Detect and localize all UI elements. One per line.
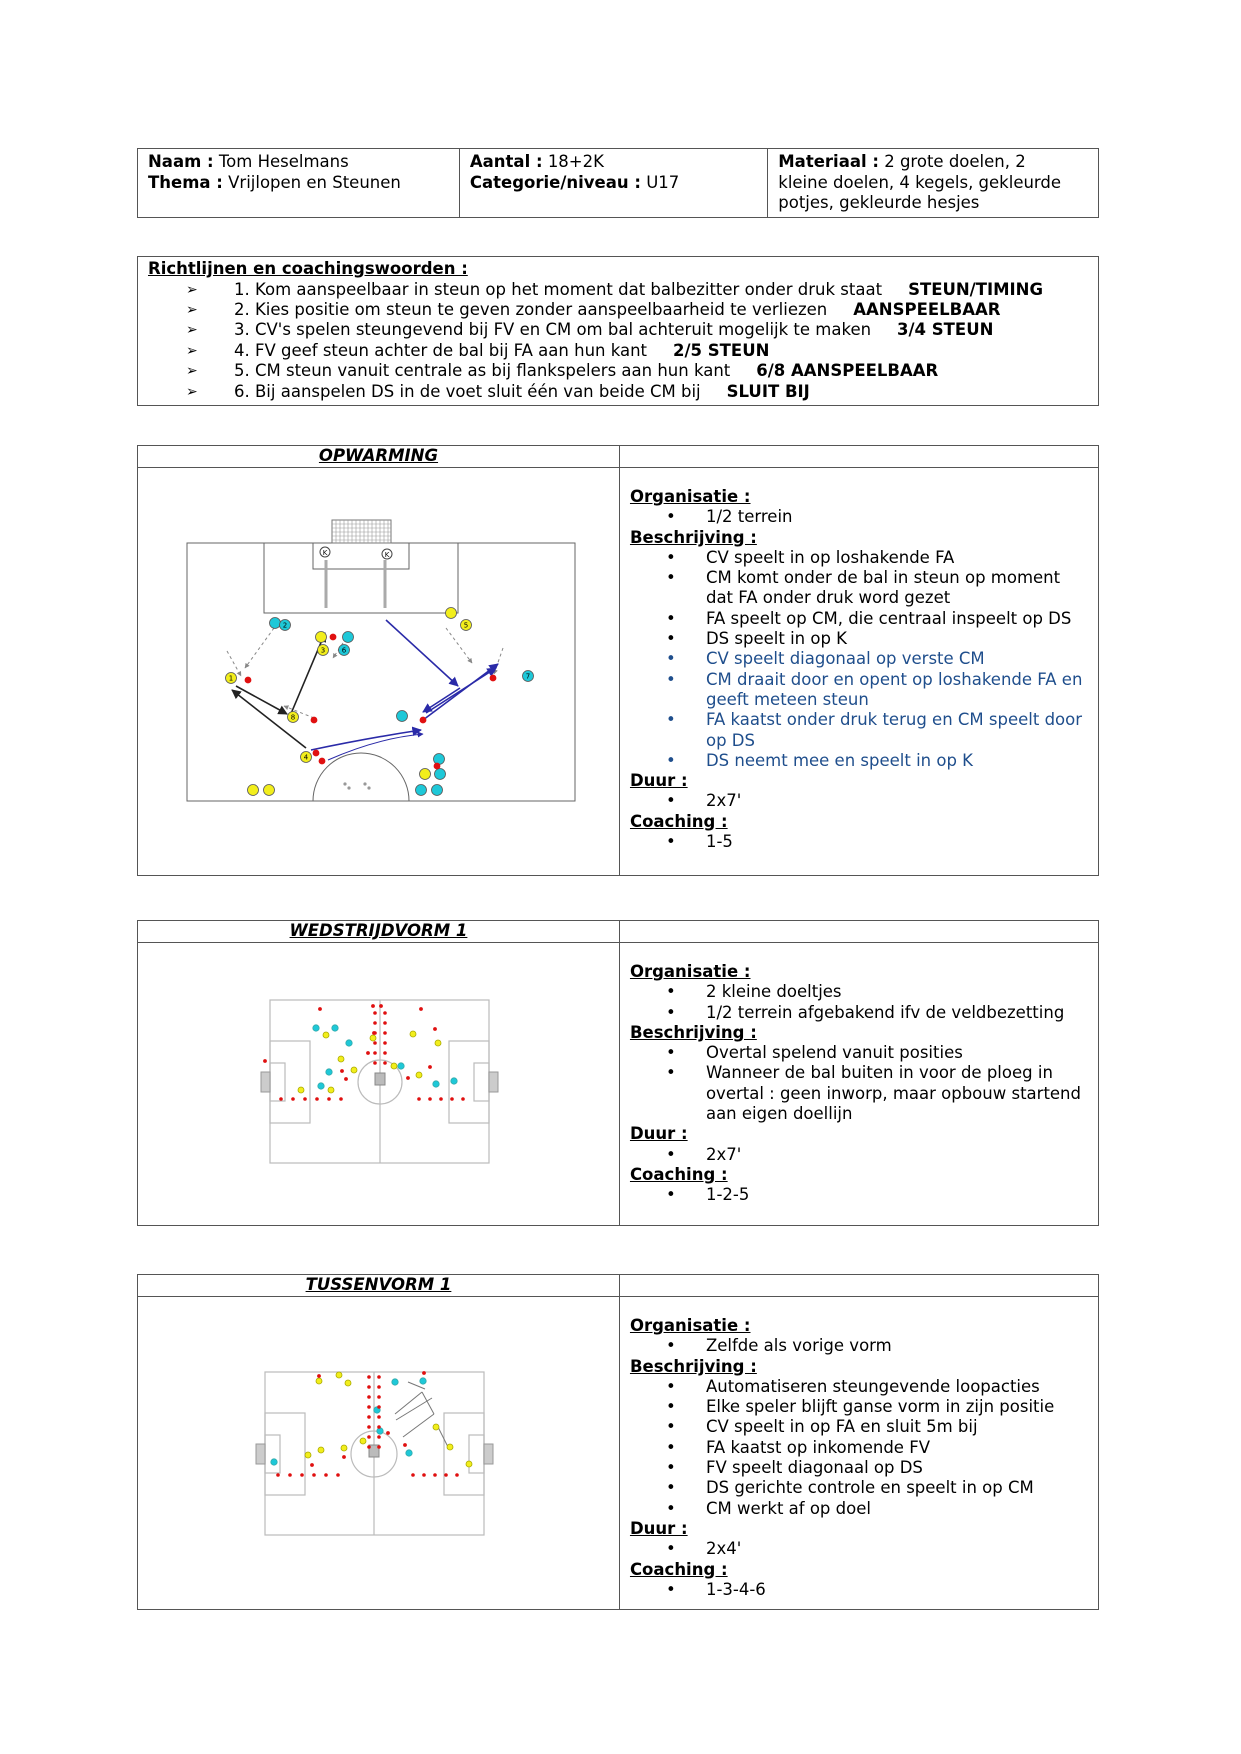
guidelines-table — [137, 256, 1099, 406]
section-wedstrijdvorm-1 — [137, 920, 1099, 1226]
red-marker — [429, 1066, 432, 1069]
guideline-item — [148, 280, 1088, 300]
red-marker — [378, 1376, 381, 1379]
cyan-player — [398, 1063, 404, 1069]
diagram-cell-wedstrijdvorm — [138, 943, 620, 1226]
guideline-item — [148, 320, 1088, 340]
cyan-player — [392, 1379, 398, 1385]
red-marker — [316, 1098, 319, 1101]
coaching-item: • 1-5 — [630, 832, 1088, 852]
yellow-player — [391, 1063, 397, 1069]
cyan-player — [432, 785, 443, 796]
red-marker — [412, 1474, 415, 1477]
keeper-label: K — [322, 549, 328, 557]
red-marker — [374, 1052, 377, 1055]
yellow-player — [318, 1447, 324, 1453]
red-marker — [374, 1022, 377, 1025]
red-marker — [384, 1042, 387, 1045]
red-marker — [319, 1008, 322, 1011]
beschrijving-item: • DS neemt mee en speelt in op K — [630, 751, 1088, 771]
arrow-bullet-icon: ➢ — [186, 281, 198, 298]
duur-list — [630, 1145, 1088, 1165]
organisatie-list — [630, 982, 1088, 1023]
player-number: 4 — [303, 753, 309, 762]
yellow-player — [447, 1444, 453, 1450]
beschrijving-item: • Wanneer de bal buiten in voor de ploeg in overtal : geen inworp, maar opbouw startend aan eigen doellijn — [630, 1063, 1088, 1124]
player-number: 2 — [282, 621, 288, 630]
red-defender — [319, 758, 325, 764]
player-number: 3 — [320, 646, 326, 655]
diagram-cell-opwarming — [138, 468, 620, 876]
cyan-player — [397, 711, 408, 722]
yellow-player — [248, 785, 259, 796]
red-marker — [368, 1386, 371, 1389]
red-marker — [462, 1098, 465, 1101]
red-marker — [368, 1406, 371, 1409]
organisatie-list — [630, 507, 1088, 527]
yellow-player — [323, 1032, 329, 1038]
red-marker — [345, 1078, 348, 1081]
red-marker — [434, 1028, 437, 1031]
organisatie-heading: Organisatie : — [629, 962, 751, 981]
guideline-keyword: STEUN/TIMING — [908, 279, 1044, 299]
red-marker — [368, 1436, 371, 1439]
arrow-bullet-icon: ➢ — [186, 322, 198, 339]
red-marker — [434, 1474, 437, 1477]
red-marker — [380, 1005, 383, 1008]
text-cell-opwarming — [619, 468, 1098, 876]
coaching-list — [630, 832, 1088, 852]
organisatie-heading: Organisatie : — [629, 487, 751, 506]
beschrijving-list — [630, 1377, 1088, 1519]
red-marker — [374, 1062, 377, 1065]
player-number: 1 — [228, 674, 234, 683]
yellow-player — [298, 1087, 304, 1093]
red-marker — [337, 1474, 340, 1477]
yellow-player — [433, 1424, 439, 1430]
red-defender — [245, 677, 251, 683]
yellow-player — [435, 1040, 441, 1046]
red-defender — [330, 634, 336, 640]
cyan-player — [270, 618, 281, 629]
coaching-item: • 1-2-5 — [630, 1185, 1088, 1205]
coaching-list — [630, 1580, 1088, 1600]
yellow-player — [370, 1035, 376, 1041]
cyan-player — [416, 785, 427, 796]
red-marker — [368, 1426, 371, 1429]
keeper-right — [382, 549, 392, 559]
beschrijving-item: • Elke speler blijft ganse vorm in zijn positie — [630, 1397, 1088, 1417]
cyan-player — [271, 1459, 277, 1465]
arrow-bullet-icon: ➢ — [186, 363, 198, 380]
yellow-player — [305, 1452, 311, 1458]
red-marker — [429, 1098, 432, 1101]
red-marker — [343, 1456, 346, 1459]
organisatie-heading: Organisatie : — [629, 1316, 751, 1335]
yellow-player — [446, 608, 457, 619]
red-marker — [384, 1062, 387, 1065]
player-number: 8 — [290, 713, 296, 722]
red-marker — [384, 1032, 387, 1035]
player-number: 5 — [463, 621, 469, 630]
beschrijving-heading: Beschrijving : — [629, 1356, 757, 1376]
coaching-heading: Coaching : — [629, 1559, 728, 1579]
drill-diagram-wedstrijdvorm — [138, 943, 616, 1224]
duur-heading: Duur : — [629, 1518, 688, 1538]
red-marker — [420, 1008, 423, 1011]
yellow-player — [264, 785, 275, 796]
beschrijving-item: • Overtal spelend vanuit posities — [630, 1043, 1088, 1063]
header-cell-aantal: Aantal : 18+2K Categorie/niveau : U17 — [459, 149, 767, 218]
red-marker — [368, 1446, 371, 1449]
guideline-text: 1. Kom aanspeelbaar in steun op het moment dat balbezitter onder druk staat — [234, 279, 883, 299]
red-marker — [292, 1098, 295, 1101]
yellow-player — [360, 1438, 366, 1444]
beschrijving-item: • CV speelt diagonaal op verste CM — [630, 649, 1088, 669]
cyan-player — [406, 1450, 412, 1456]
cyan-player — [420, 1378, 426, 1384]
keeper-label: K — [384, 551, 390, 559]
yellow-player — [341, 1445, 347, 1451]
duur-heading: Duur : — [629, 1124, 688, 1144]
coaching-heading: Coaching : — [629, 811, 728, 831]
yellow-player — [328, 1087, 334, 1093]
organisatie-item: • 1/2 terrein afgebakend ifv de veldbezetting — [630, 1003, 1088, 1023]
coaching-heading: Coaching : — [629, 1164, 728, 1184]
diagram-cell-tussenvorm — [138, 1297, 620, 1610]
beschrijving-item: • CM draait door en opent op loshakende FA en geeft meteen steun — [630, 670, 1088, 711]
red-marker — [301, 1474, 304, 1477]
red-marker — [451, 1098, 454, 1101]
guideline-item — [148, 382, 1088, 402]
beschrijving-item: • Automatiseren steungevende loopacties — [630, 1377, 1088, 1397]
red-marker — [325, 1474, 328, 1477]
penalty-box — [264, 543, 458, 613]
keeper-left — [320, 547, 330, 557]
section-tussenvorm-1 — [137, 1274, 1099, 1610]
beschrijving-item: • DS speelt in op K — [630, 629, 1088, 649]
player-number: 6 — [341, 646, 347, 655]
guideline-item — [148, 300, 1088, 320]
guideline-text: 6. Bij aanspelen DS in de voet sluit één van beide CM bij — [234, 381, 701, 401]
guidelines-cell — [138, 257, 1099, 406]
red-marker — [384, 1022, 387, 1025]
red-marker — [456, 1474, 459, 1477]
yellow-player — [338, 1056, 344, 1062]
organisatie-list — [630, 1336, 1088, 1356]
duur-list — [630, 791, 1088, 811]
beschrijving-heading: Beschrijving : — [629, 527, 757, 547]
red-marker — [378, 1426, 381, 1429]
red-marker — [313, 1474, 316, 1477]
categorie-value: U17 — [646, 172, 680, 192]
yellow-player — [416, 1072, 422, 1078]
beschrijving-item: • CV speelt in op loshakende FA — [630, 548, 1088, 568]
guideline-text: 3. CV's spelen steungevend bij FV en CM om bal achteruit mogelijk te maken — [234, 320, 872, 340]
red-marker — [440, 1098, 443, 1101]
duur-list — [630, 1539, 1088, 1559]
red-marker — [277, 1474, 280, 1477]
red-marker — [374, 1032, 377, 1035]
red-marker — [372, 1005, 375, 1008]
red-marker — [368, 1416, 371, 1419]
guideline-keyword: SLUIT BIJ — [726, 381, 810, 401]
text-cell-wedstrijdvorm — [619, 943, 1098, 1226]
red-defender — [434, 763, 440, 769]
red-defender — [490, 675, 496, 681]
beschrijving-item: • FA speelt op CM, die centraal inspeelt op DS — [630, 609, 1088, 629]
red-marker — [374, 1012, 377, 1015]
beschrijving-item: • CM komt onder de bal in steun op moment dat FA onder druk word gezet — [630, 568, 1088, 609]
organisatie-item: • Zelfde als vorige vorm — [630, 1336, 1088, 1356]
coaching-item: • 1-3-4-6 — [630, 1580, 1088, 1600]
red-marker — [328, 1098, 331, 1101]
cyan-player — [318, 1083, 324, 1089]
header-table — [137, 148, 1099, 218]
player-number: 7 — [525, 672, 531, 681]
red-marker — [367, 1052, 370, 1055]
arrow-bullet-icon: ➢ — [186, 383, 198, 400]
thema-value: Vrijlopen en Steunen — [228, 172, 401, 192]
drill-diagram-tussenvorm — [138, 1297, 616, 1608]
red-marker — [387, 1432, 390, 1435]
yellow-player — [466, 1461, 472, 1467]
section-title: OPWARMING — [138, 446, 620, 468]
duur-item: • 2x7' — [630, 791, 1088, 811]
guideline-item — [148, 341, 1088, 361]
red-marker — [384, 1012, 387, 1015]
beschrijving-item: • FA kaatst onder druk terug en CM speelt door op DS — [630, 710, 1088, 751]
guideline-keyword: 3/4 STEUN — [897, 320, 994, 340]
red-marker — [368, 1396, 371, 1399]
yellow-player — [351, 1067, 357, 1073]
red-marker — [445, 1474, 448, 1477]
duur-heading: Duur : — [629, 771, 688, 791]
cyan-player — [332, 1025, 338, 1031]
yellow-player — [336, 1372, 342, 1378]
aantal-value: 18+2K — [547, 152, 604, 171]
red-marker — [378, 1386, 381, 1389]
guideline-text: 4. FV geef steun achter de bal bij FA aan hun kant — [234, 340, 648, 360]
red-marker — [304, 1098, 307, 1101]
section-title: WEDSTRIJDVORM 1 — [138, 921, 620, 943]
red-marker — [423, 1372, 426, 1375]
red-marker — [378, 1436, 381, 1439]
guideline-text: 5. CM steun vanuit centrale as bij flankspelers aan hun kant — [234, 361, 731, 381]
red-marker — [374, 1042, 377, 1045]
beschrijving-item: • DS gerichte controle en speelt in op CM — [630, 1478, 1088, 1498]
red-marker — [289, 1474, 292, 1477]
cyan-player — [346, 1040, 352, 1046]
organisatie-item: • 1/2 terrein — [630, 507, 1088, 527]
red-defender — [420, 717, 426, 723]
beschrijving-list — [630, 548, 1088, 771]
goal-net — [332, 520, 391, 543]
naam-value: Tom Heselmans — [218, 152, 349, 171]
red-marker — [418, 1098, 421, 1101]
cyan-player — [377, 1428, 383, 1434]
guidelines-title: Richtlijnen en coachingswoorden : — [148, 259, 468, 278]
yellow-player — [316, 1378, 322, 1384]
red-marker — [404, 1444, 407, 1447]
cyan-player — [451, 1078, 457, 1084]
red-marker — [378, 1406, 381, 1409]
beschrijving-item: • FV speelt diagonaal op DS — [630, 1458, 1088, 1478]
cyan-player — [343, 632, 354, 643]
arrow-bullet-icon: ➢ — [186, 342, 198, 359]
arrow-bullet-icon: ➢ — [186, 301, 198, 318]
red-marker — [368, 1376, 371, 1379]
beschrijving-item: • CM werkt af op doel — [630, 1499, 1088, 1519]
red-marker — [378, 1396, 381, 1399]
red-marker — [341, 1070, 344, 1073]
guideline-item — [148, 361, 1088, 381]
cyan-player — [326, 1069, 332, 1075]
red-marker — [264, 1060, 267, 1063]
duur-item: • 2x4' — [630, 1539, 1088, 1559]
yellow-player — [420, 769, 431, 780]
cyan-player — [313, 1025, 319, 1031]
beschrijving-item: • FA kaatst op inkomende FV — [630, 1438, 1088, 1458]
red-defender — [313, 750, 319, 756]
field-outline — [187, 543, 575, 801]
header-cell-name: Naam : Tom Heselmans Thema : Vrijlopen en Steunen — [138, 149, 460, 218]
cyan-player — [433, 1081, 439, 1087]
yellow-player — [410, 1031, 416, 1037]
beschrijving-list — [630, 1043, 1088, 1124]
guideline-keyword: AANSPEELBAAR — [853, 299, 1001, 319]
cyan-player — [434, 754, 445, 765]
yellow-player — [345, 1380, 351, 1386]
red-marker — [311, 1464, 314, 1467]
cyan-player — [435, 769, 446, 780]
beschrijving-heading: Beschrijving : — [629, 1022, 757, 1042]
red-defender — [311, 717, 317, 723]
guideline-text: 2. Kies positie om steun te geven zonder aanspeelbaarheid te verliezen — [234, 299, 828, 319]
organisatie-item: • 2 kleine doeltjes — [630, 982, 1088, 1002]
header-cell-materiaal: Materiaal : 2 grote doelen, 2 kleine doelen, 4 kegels, gekleurde potjes, gekleurde hesjes — [768, 149, 1099, 218]
red-marker — [384, 1052, 387, 1055]
beschrijving-item: • CV speelt in op FA en sluit 5m bij — [630, 1417, 1088, 1437]
red-marker — [378, 1446, 381, 1449]
guideline-keyword: 2/5 STEUN — [673, 340, 770, 360]
section-title: TUSSENVORM 1 — [138, 1275, 620, 1297]
red-marker — [423, 1474, 426, 1477]
text-cell-tussenvorm — [619, 1297, 1098, 1610]
guidelines-list — [148, 280, 1088, 402]
guideline-keyword: 6/8 AANSPEELBAAR — [756, 361, 939, 381]
coaching-list — [630, 1185, 1088, 1205]
center-arc — [313, 753, 409, 801]
red-marker — [407, 1077, 410, 1080]
duur-item: • 2x7' — [630, 1145, 1088, 1165]
red-marker — [280, 1098, 283, 1101]
red-marker — [340, 1098, 343, 1101]
red-marker — [378, 1416, 381, 1419]
drill-diagram-opwarming — [138, 468, 616, 874]
red-marker — [318, 1375, 321, 1378]
section-opwarming — [137, 445, 1099, 876]
yellow-player — [316, 632, 327, 643]
